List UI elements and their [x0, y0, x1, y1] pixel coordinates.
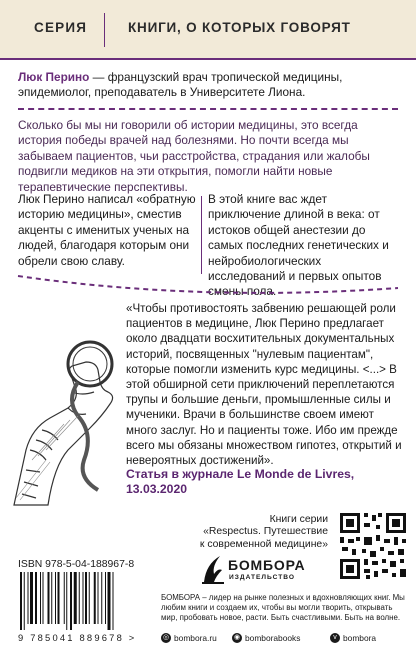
social-vk-label: bombora: [343, 633, 377, 643]
publisher-slogan: БОМБОРА – лидер на рынке полезных и вдохновляющих книг. Мы любим книги и создаем их, чтобы вы могли творить, открывать мир, пробовать новое, расти. Быть счастливыми. Быть на волне.: [161, 593, 405, 622]
isbn-number: ISBN 978-5-04-188967-8: [18, 559, 135, 570]
intro-paragraph: Сколько бы мы ни говорили об истории медицины, это всегда история победы врачей над болезнями. Но почти всегда мы забываем пациентов, чьи расстройства, страдания или жалобы подвигли медиков на эти открытия, помогли найти новые терапевтические перспективы.: [18, 118, 370, 194]
series-divider: [104, 13, 105, 47]
series-label: СЕРИЯ: [34, 20, 88, 35]
hand-stethoscope-illustration: [6, 300, 128, 510]
series-books-line3: к современной медицине»: [199, 538, 328, 550]
barcode-digits: 9 785041 889678 >: [18, 632, 137, 643]
author-bio: [18, 70, 403, 101]
dashed-divider: [18, 108, 398, 110]
globe-icon: ◎: [162, 634, 170, 641]
review-source: Статья в журнале Le Monde de Livres, 13.03.2020: [126, 467, 355, 497]
qr-code-icon[interactable]: [338, 511, 408, 581]
series-books-note: [172, 514, 328, 551]
social-instagram[interactable]: [232, 633, 300, 643]
author-description: — французский врач тропической медицины, эпидемиолог, преподаватель в Университете Лиона.: [18, 70, 343, 100]
series-name: КНИГИ, О КОТОРЫХ ГОВОРЯТ: [128, 20, 351, 35]
right-column-text: В этой книге вас ждет приключение длиной в века: от истоков общей анестезии до самых последних генетических и нейробиологических исследований и первых опытов смены пола.: [208, 192, 389, 299]
review-quote: «Чтобы противостоять забвению решающей роли пациентов в медицине, Люк Перино предлагает около двадцати восхитительных документальных историй, посвященных "нулевым пациентам", которые помогли изменить курс медицины. <...> В этой обширной сети приключений переплетаются трупы и большие деньги, промышленные силы и мученики. Врачи в большинстве своем имеют много заслуг. Но и пациенты тоже. Ибо им прежде всего мы обязаны множеством гипотез, открытий и невероятных достижений».: [126, 302, 402, 468]
barcode-icon: [18, 572, 146, 632]
series-books-line2: «Respectus. Путешествие: [203, 526, 328, 538]
social-site-label: bombora.ru: [174, 633, 217, 643]
author-name: Люк Перино: [18, 70, 90, 84]
instagram-icon: ◉: [233, 634, 241, 641]
social-site[interactable]: [161, 633, 217, 643]
left-column-text: Люк Перино написал «обратную историю медицины», сместив акценты с именитых ученых на людей, благодаря которым они обрели свою славу.: [18, 192, 196, 268]
column-divider: [201, 196, 202, 274]
social-instagram-label: bomborabooks: [245, 633, 301, 643]
publisher-subtitle: ИЗДАТЕЛЬСТВО: [229, 574, 295, 581]
publisher-name: БОМБОРА: [228, 557, 306, 573]
vk-icon: v: [330, 633, 340, 643]
series-books-line1: Книги серии: [269, 514, 328, 525]
social-vk[interactable]: [330, 633, 376, 643]
bombora-logo-icon: [202, 554, 224, 584]
